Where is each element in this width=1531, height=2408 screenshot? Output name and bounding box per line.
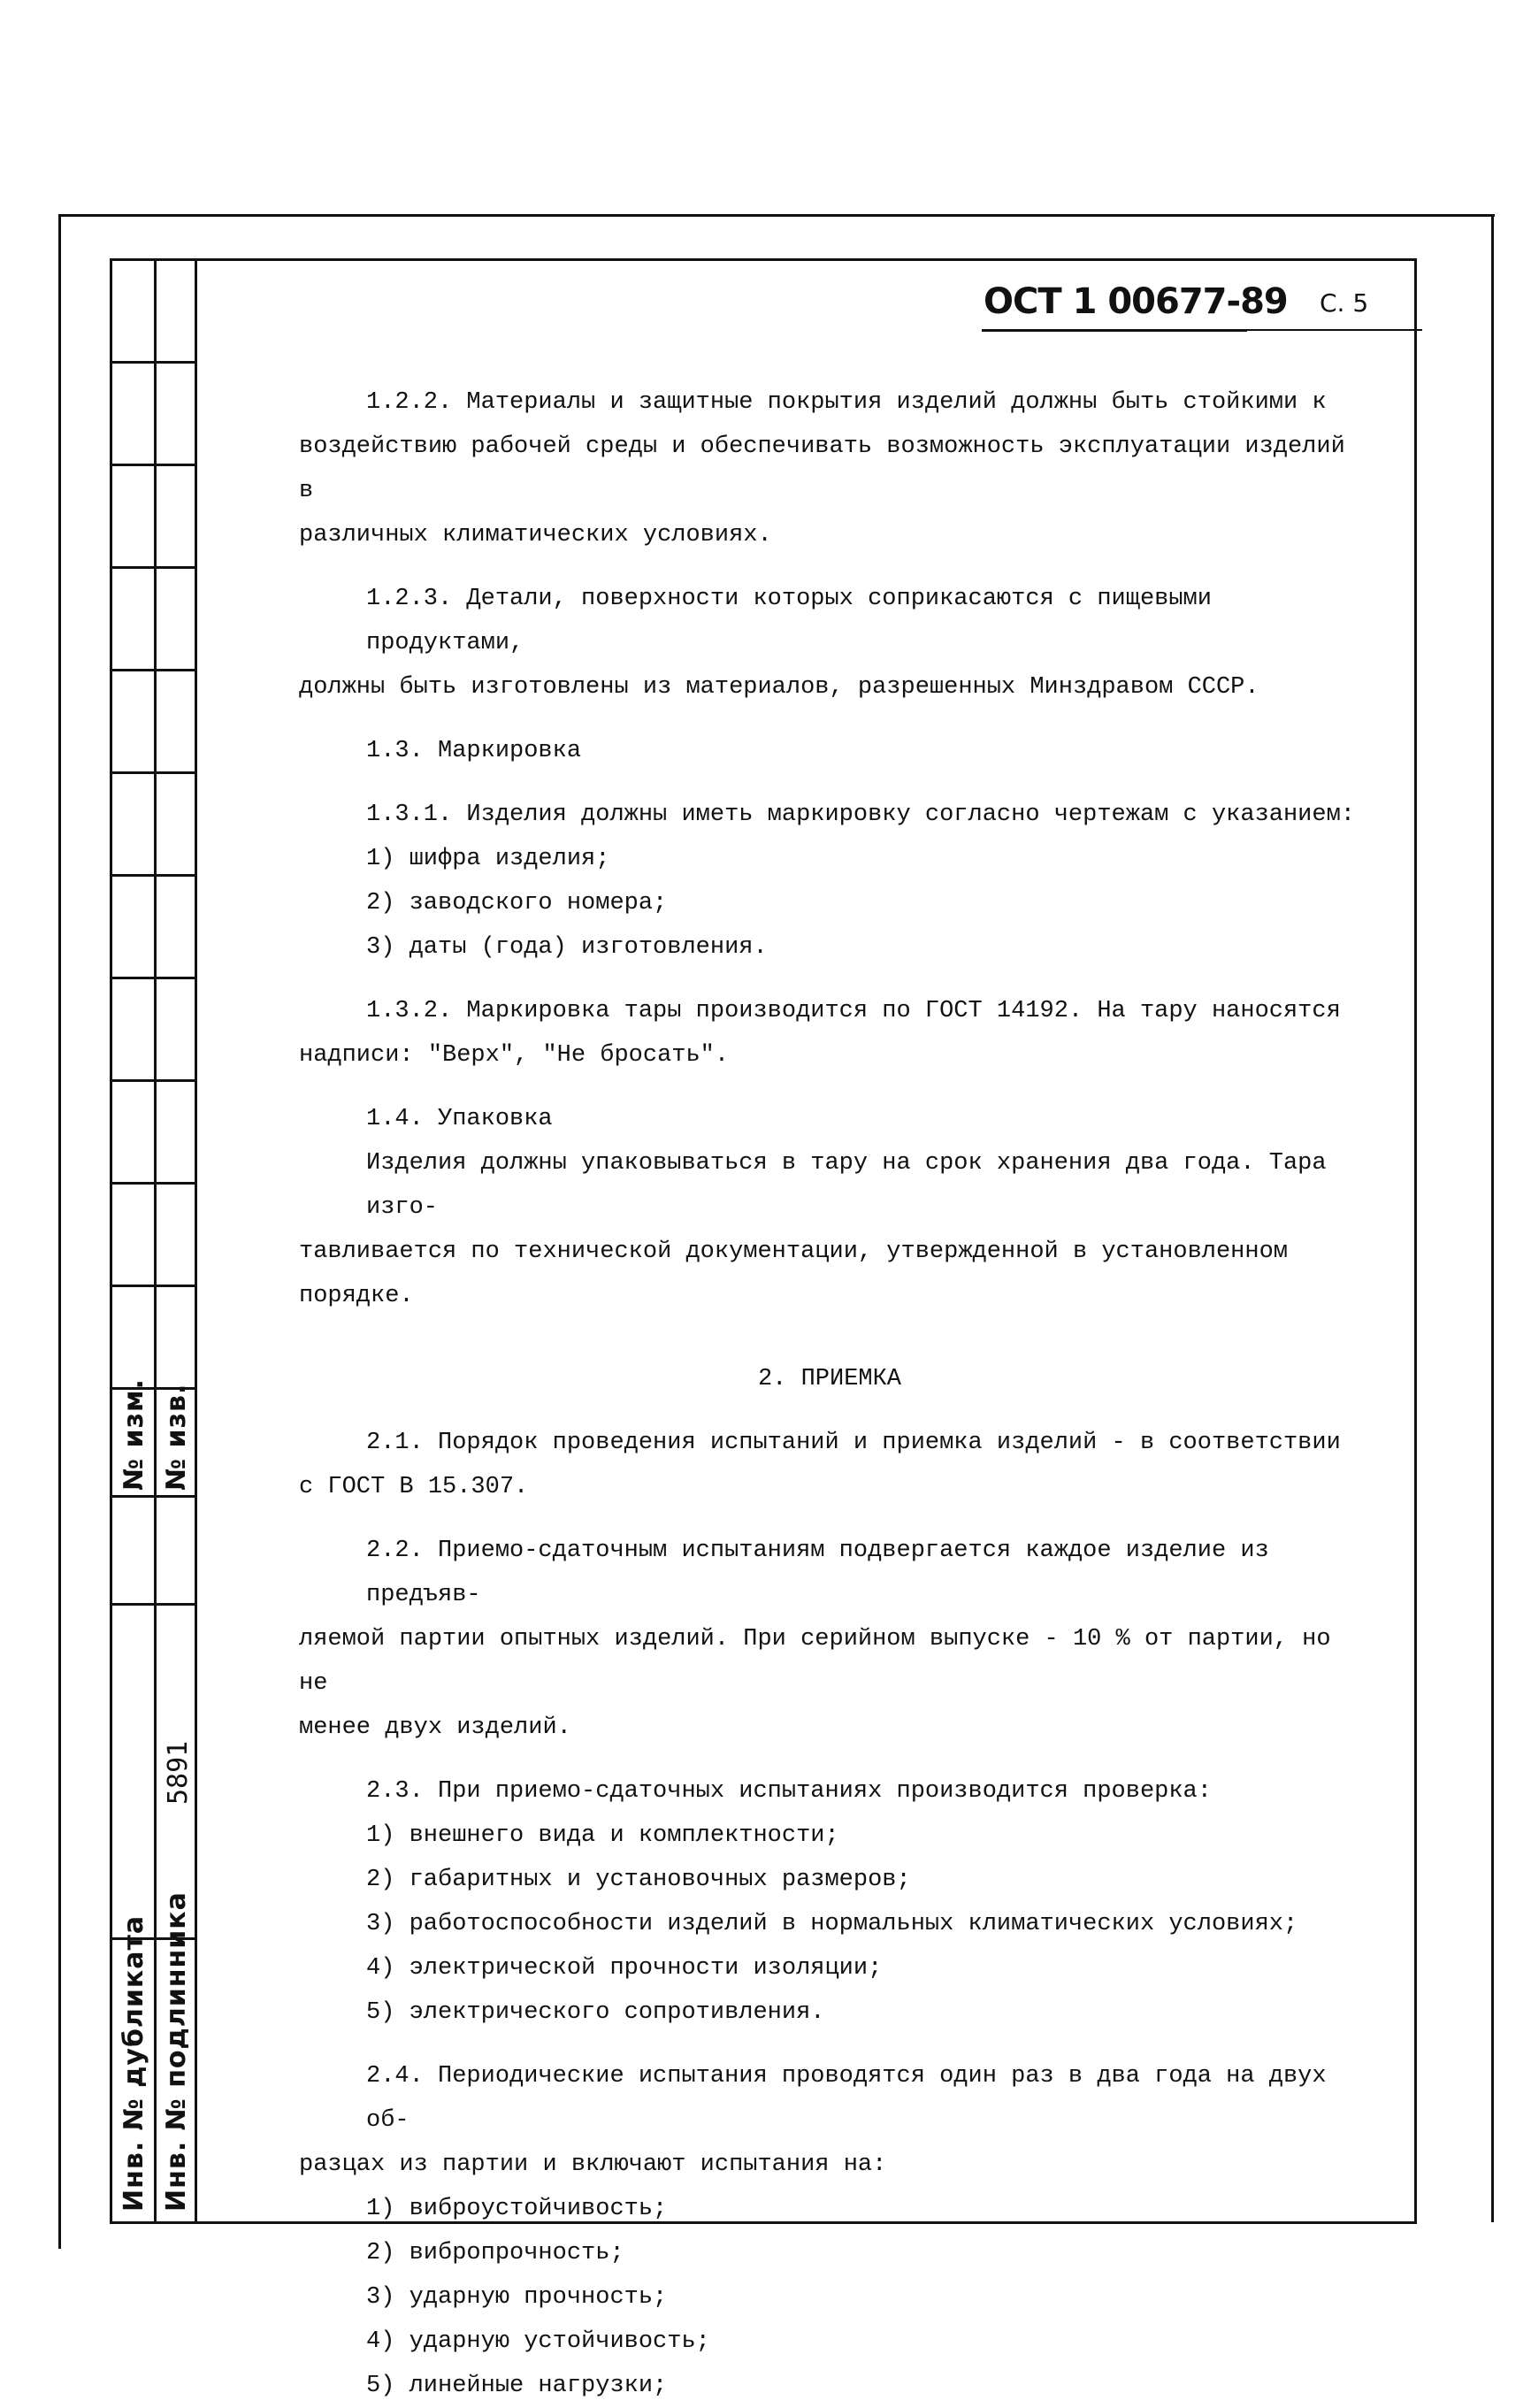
paragraph-1-2-3-line: 1.2.3. Детали, поверхности которых соприкасаются с пищевыми продуктами, xyxy=(366,586,1212,656)
stamp-row-line xyxy=(110,464,196,466)
section-heading-1-4: 1.4. Упаковка xyxy=(366,1106,553,1132)
paragraph-1-3-2-line: надписи: "Верх", "Не бросать". xyxy=(299,1042,730,1069)
paragraph-2-1-line: 2.1. Порядок проведения испытаний и приемка изделий - в соответствии xyxy=(366,1430,1341,1456)
paragraph-1-3-2-line: 1.3.2. Маркировка тары производится по ГОСТ 14192. На тару наносятся xyxy=(366,998,1341,1024)
list-item: 5) электрического сопротивления. xyxy=(366,1999,825,2026)
paragraph-1-2-2-line: воздействию рабочей среды и обеспечивать возможность эксплуатации изделий в xyxy=(299,433,1345,504)
list-item: 1) виброустойчивость; xyxy=(366,2196,668,2222)
stamp-row-line xyxy=(110,361,196,364)
stamp-row-line xyxy=(110,1285,196,1287)
outer-right-border xyxy=(1491,214,1494,2222)
stamp-row-line xyxy=(110,669,196,671)
stamp-row-line xyxy=(110,566,196,569)
outer-top-border xyxy=(60,214,1495,217)
paragraph-1-3-1: 1.3.1. Изделия должны иметь маркировку согласно чертежам с указанием: xyxy=(366,801,1355,828)
list-item: 2) заводского номера; xyxy=(366,890,668,916)
list-item: 4) электрической прочности изоляции; xyxy=(366,1955,883,1982)
page-number-underline xyxy=(1247,329,1422,331)
list-item: 3) работоспособности изделий в нормальных климатических условиях; xyxy=(366,1911,1298,1937)
section-heading-2: 2. ПРИЕМКА xyxy=(757,1366,902,1392)
list-item: 2) габаритных и установочных размеров; xyxy=(366,1867,911,1893)
paragraph-1-4-line: Изделия должны упаковываться в тару на срок хранения два года. Тара изго- xyxy=(366,1150,1327,1221)
list-item: 4) ударную устойчивость; xyxy=(366,2328,710,2355)
standard-code: ОСТ 1 00677-89 xyxy=(984,281,1288,322)
list-item: 2) вибропрочность; xyxy=(366,2240,624,2266)
paragraph-2-3: 2.3. При приемо-сдаточных испытаниях производится проверка: xyxy=(366,1778,1212,1805)
stamp-row-line xyxy=(110,977,196,979)
stamp-row-line xyxy=(110,1182,196,1185)
original-inventory-number: 5891 xyxy=(163,1740,194,1805)
paragraph-2-2-line: менее двух изделий. xyxy=(299,1714,571,1741)
list-item: 1) шифра изделия; xyxy=(366,846,610,872)
paragraph-2-2-line: 2.2. Приемо-сдаточным испытаниям подвергается каждое изделие из предъяв- xyxy=(366,1538,1269,1608)
paragraph-2-1-line: с ГОСТ В 15.307. xyxy=(299,1474,529,1500)
duplicate-inventory-label: Инв. № дубликата xyxy=(119,1914,149,2212)
paragraph-2-4-line: разцах из партии и включают испытания на: xyxy=(299,2151,887,2178)
stamp-row-line xyxy=(110,1603,196,1606)
list-item: 5) линейные нагрузки; xyxy=(366,2373,668,2399)
stamp-row-line xyxy=(110,874,196,877)
paragraph-1-2-2-line: 1.2.2. Материалы и защитные покрытия изделий должны быть стойкими к xyxy=(366,389,1327,416)
stamp-column-divider-2 xyxy=(195,258,197,2224)
paragraph-1-2-3-line: должны быть изготовлены из материалов, разрешенных Минздравом СССР. xyxy=(299,674,1259,701)
document-body xyxy=(299,380,1360,2408)
stamp-row-line xyxy=(110,771,196,774)
stamp-row-line xyxy=(110,1079,196,1082)
stamp-column-divider-1 xyxy=(154,258,157,2224)
notice-number-label: № изв. xyxy=(161,1383,192,1491)
paragraph-1-2-2-line: различных климатических условиях. xyxy=(299,522,772,548)
change-number-label: № изм. xyxy=(119,1378,149,1491)
original-inventory-label: Инв. № подлинника xyxy=(161,1891,192,2212)
paragraph-1-4-line: тавливается по технической документации, утвержденной в установленном порядке. xyxy=(299,1239,1288,1309)
outer-left-border xyxy=(58,214,61,2249)
stamp-row-line xyxy=(110,1495,196,1498)
list-item: 1) внешнего вида и комплектности; xyxy=(366,1822,839,1849)
list-item: 3) даты (года) изготовления. xyxy=(366,934,768,961)
list-item: 3) ударную прочность; xyxy=(366,2284,668,2311)
paragraph-2-4-line: 2.4. Периодические испытания проводятся один раз в два года на двух об- xyxy=(366,2063,1327,2134)
section-heading-1-3: 1.3. Маркировка xyxy=(366,738,582,764)
standard-code-underline xyxy=(982,329,1247,332)
paragraph-2-2-line: ляемой партии опытных изделий. При серийном выпуске - 10 % от партии, но не xyxy=(299,1626,1331,1697)
page-number: С. 5 xyxy=(1320,288,1369,318)
